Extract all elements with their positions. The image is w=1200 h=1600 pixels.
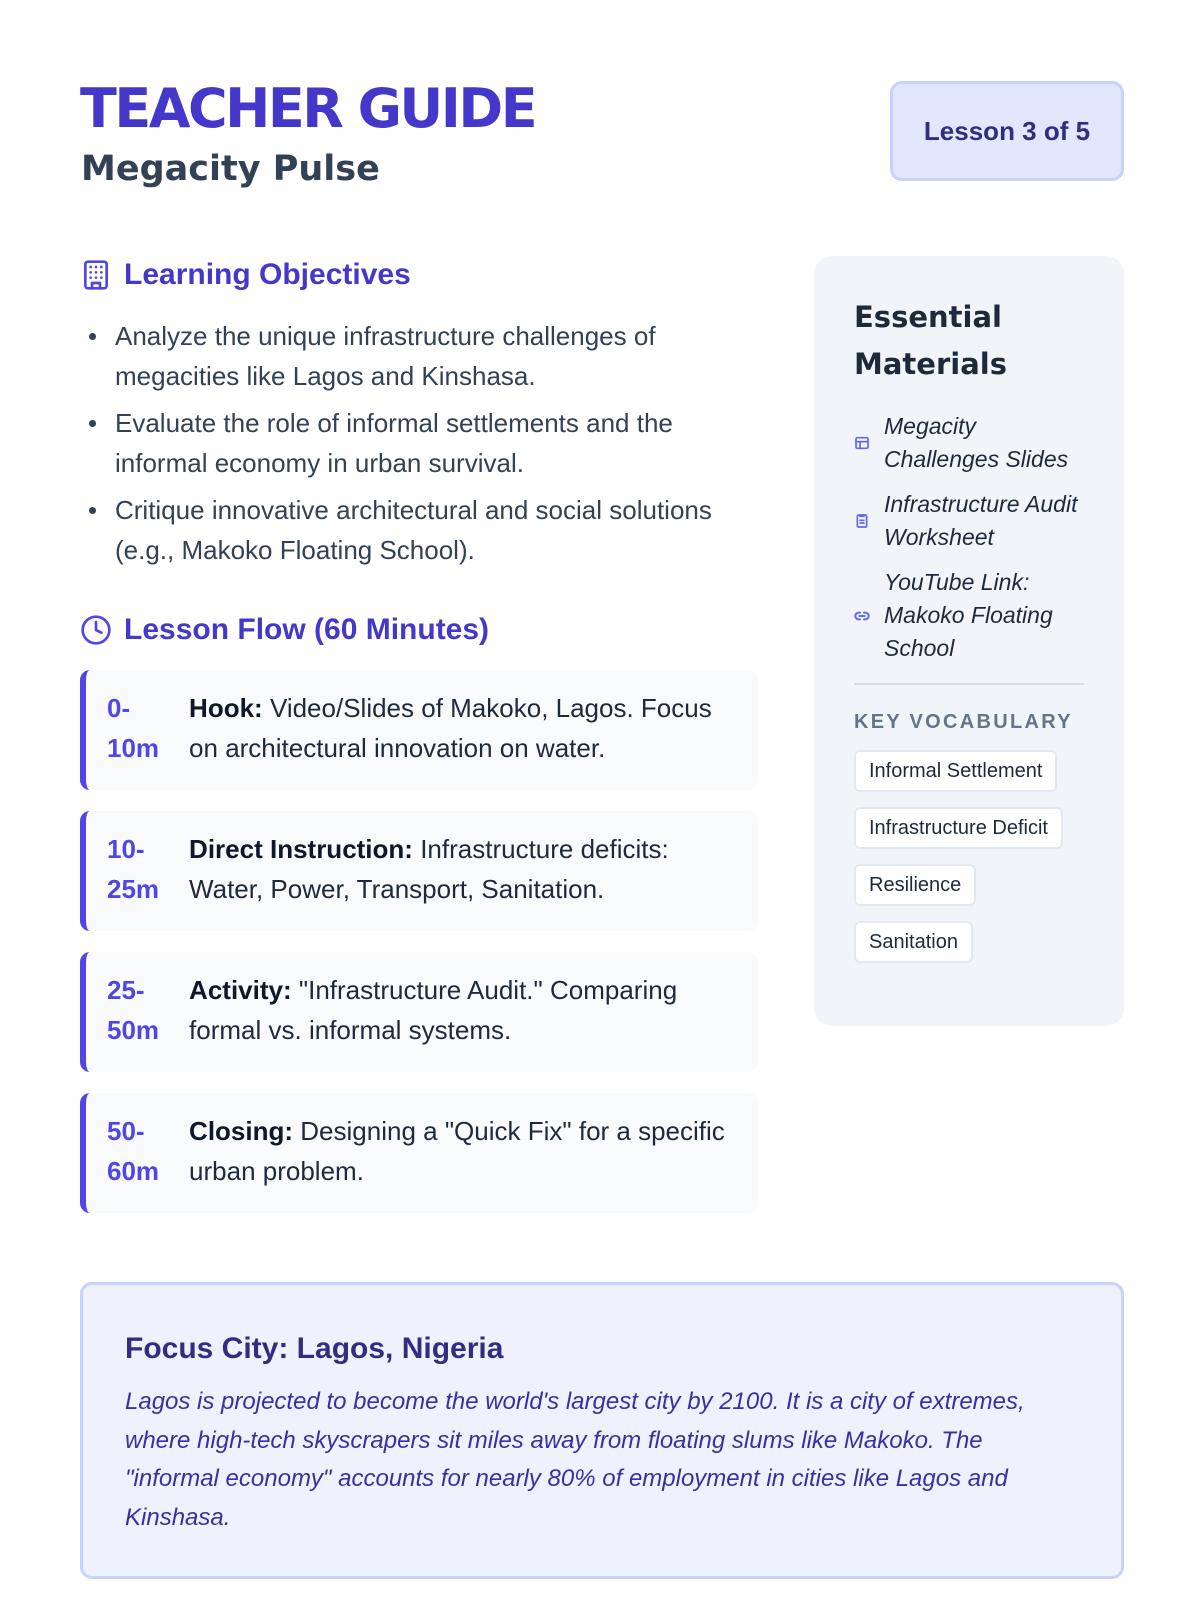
link-icon (854, 608, 870, 624)
materials-title (854, 294, 1084, 388)
vocab-tag: Infrastructure Deficit (854, 807, 1063, 849)
time-start: 50- (107, 1116, 145, 1146)
time-end: 60m (107, 1156, 160, 1186)
flow-step-description: Infrastructure deficits: Water, Power, Transport, Sanitation. (189, 834, 669, 904)
flow-step-label: Direct Instruction: (189, 834, 413, 864)
time-start: 10- (107, 834, 145, 864)
flow-step (80, 952, 758, 1072)
flow-step-label: Hook: (189, 693, 263, 723)
flow-step-label: Activity: (189, 975, 292, 1005)
flow-step-description: "Infrastructure Audit." Comparing formal vs. informal systems. (189, 975, 678, 1045)
flow-step-description: Designing a "Quick Fix" for a specific urban problem. (189, 1116, 725, 1186)
lesson-flow-heading-label: Lesson Flow (60 Minutes) (124, 613, 490, 646)
flow-step-description: Video/Slides of Makoko, Lagos. Focus on architectural innovation on water. (189, 693, 712, 763)
material-name: Infrastructure Audit Worksheet (884, 491, 1078, 550)
vocab-tag: Resilience (854, 864, 976, 906)
materials-list (854, 410, 1084, 665)
building-icon (80, 259, 112, 291)
time-start: 0- (107, 693, 131, 723)
material-item[interactable] (854, 488, 1084, 554)
page-subtitle: Megacity Pulse (81, 149, 380, 189)
vocab-label: KEY VOCABULARY (854, 711, 1073, 733)
objectives-heading-label: Learning Objectives (124, 258, 411, 291)
lesson-flow-list (80, 670, 758, 1234)
materials-sidebar (814, 256, 1124, 1026)
objective-item: Evaluate the role of informal settlements and the informal economy in urban survival. (86, 403, 766, 483)
material-name: YouTube Link: Makoko Floating School (884, 569, 1053, 661)
page-title: TEACHER GUIDE (80, 77, 536, 140)
vocab-tag: Informal Settlement (854, 750, 1057, 792)
flow-step-time (107, 970, 159, 1050)
flow-step-text (189, 829, 738, 909)
materials-title-line: Materials (854, 347, 1007, 381)
vocab-tags (854, 750, 1084, 978)
focus-city-card (80, 1282, 1124, 1579)
divider (854, 683, 1084, 685)
flow-step-time (107, 1111, 159, 1191)
time-start: 25- (107, 975, 145, 1005)
material-item[interactable] (854, 566, 1084, 665)
objectives-list (86, 316, 766, 577)
flow-step (80, 811, 758, 931)
time-end: 50m (107, 1015, 160, 1045)
time-end: 10m (107, 733, 160, 763)
objective-item: Critique innovative architectural and social solutions (e.g., Makoko Floating School). (86, 490, 766, 570)
lesson-flow-heading (80, 613, 489, 647)
material-item[interactable] (854, 410, 1084, 476)
flow-step (80, 1093, 758, 1213)
slides-icon (854, 435, 870, 451)
objective-item: Analyze the unique infrastructure challenges of megacities like Lagos and Kinshasa. (86, 316, 766, 396)
material-name: Megacity Challenges Slides (884, 413, 1069, 472)
time-end: 25m (107, 874, 160, 904)
lesson-badge: Lesson 3 of 5 (890, 81, 1124, 181)
flow-step-time (107, 829, 159, 909)
materials-title-line: Essential (854, 300, 1002, 334)
flow-step-label: Closing: (189, 1116, 294, 1146)
flow-step-text (189, 688, 738, 768)
flow-step-text (189, 1111, 738, 1191)
worksheet-icon (854, 513, 870, 529)
objectives-heading (80, 258, 411, 292)
focus-city-title: Focus City: Lagos, Nigeria (125, 1332, 504, 1365)
focus-city-text: Lagos is projected to become the world's largest city by 2100. It is a city of extremes, where high-tech skyscrapers sit miles away from floating slums like Makoko. The "informal economy" accounts for nearly 80% of employment in cities like Lagos and Kinshasa. (125, 1388, 1025, 1531)
flow-step-text (189, 970, 738, 1050)
flow-step (80, 670, 758, 790)
flow-step-time (107, 688, 159, 768)
vocab-tag: Sanitation (854, 921, 973, 963)
clock-icon (80, 614, 112, 646)
